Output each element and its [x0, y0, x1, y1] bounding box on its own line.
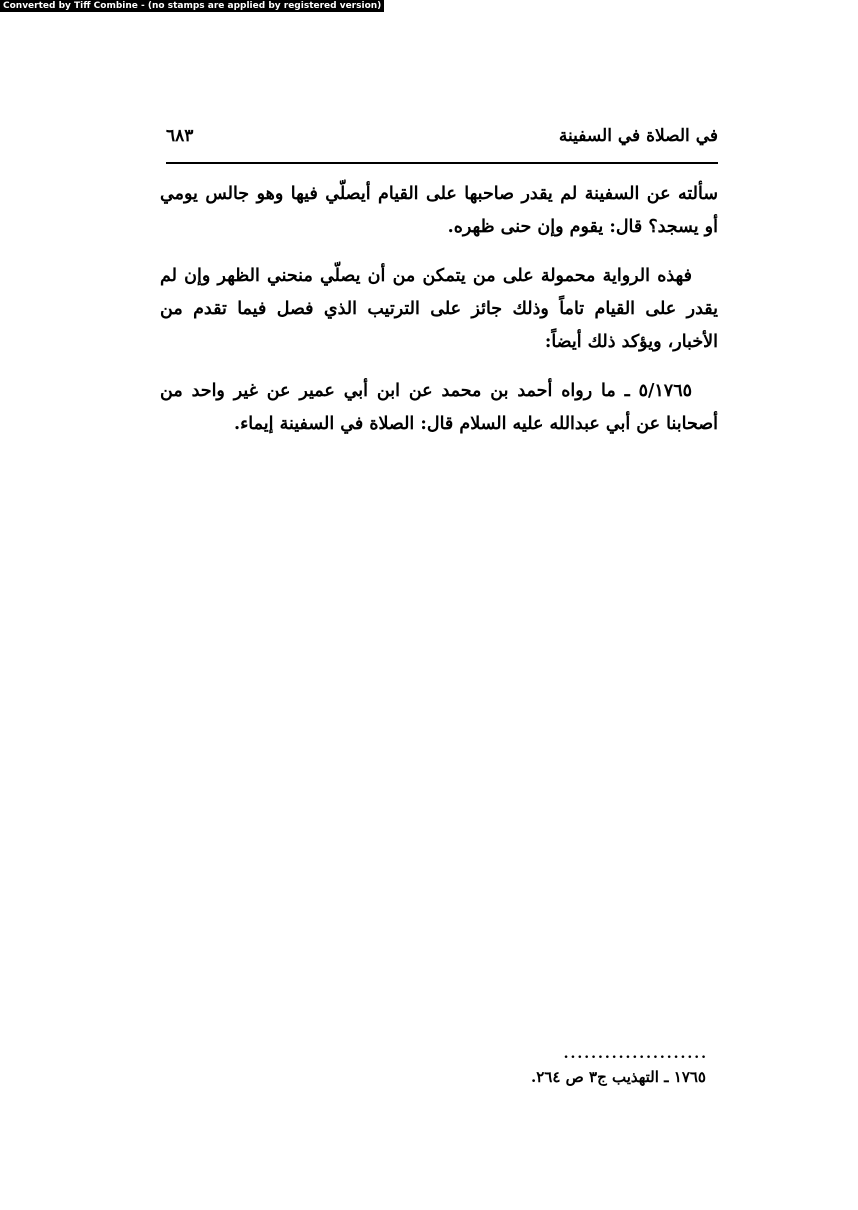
paragraph-hadith: ٥/١٧٦٥ ـ ما رواه أحمد بن محمد عن ابن أبي عمير عن غير واحد من أصحابنا عن أبي عبدالله عليه السلام قال: الصلاة في السفينة إيماء.: [160, 381, 718, 434]
page-number: ٦٨٣: [166, 126, 194, 146]
footnote-separator: .....................: [563, 1046, 708, 1062]
body-text: [160, 178, 718, 457]
watermark-banner: Converted by Tiff Combine - (no stamps are applied by registered version): [0, 0, 384, 12]
paragraph-commentary: فهذه الرواية محمولة على من يتمكن من أن يصلّي منحني الظهر وإن لم يقدر على القيام تاماً وذلك جائز على الترتيب الذي فصل فيما تقدم من الأخبار، ويؤكد ذلك أيضاً:: [160, 266, 718, 352]
page-header: [166, 122, 718, 158]
paragraph-continuation: سألته عن السفينة لم يقدر صاحبها على القيام أيصلّي فيها وهو جالس يومي أو يسجد؟ قال: يقوم وإن حنى ظهره.: [160, 184, 718, 237]
running-title: في الصلاة في السفينة: [558, 126, 718, 146]
header-rule: [166, 162, 718, 164]
footnote: ١٧٦٥ ـ التهذيب ج٣ ص ٢٦٤.: [531, 1068, 706, 1086]
